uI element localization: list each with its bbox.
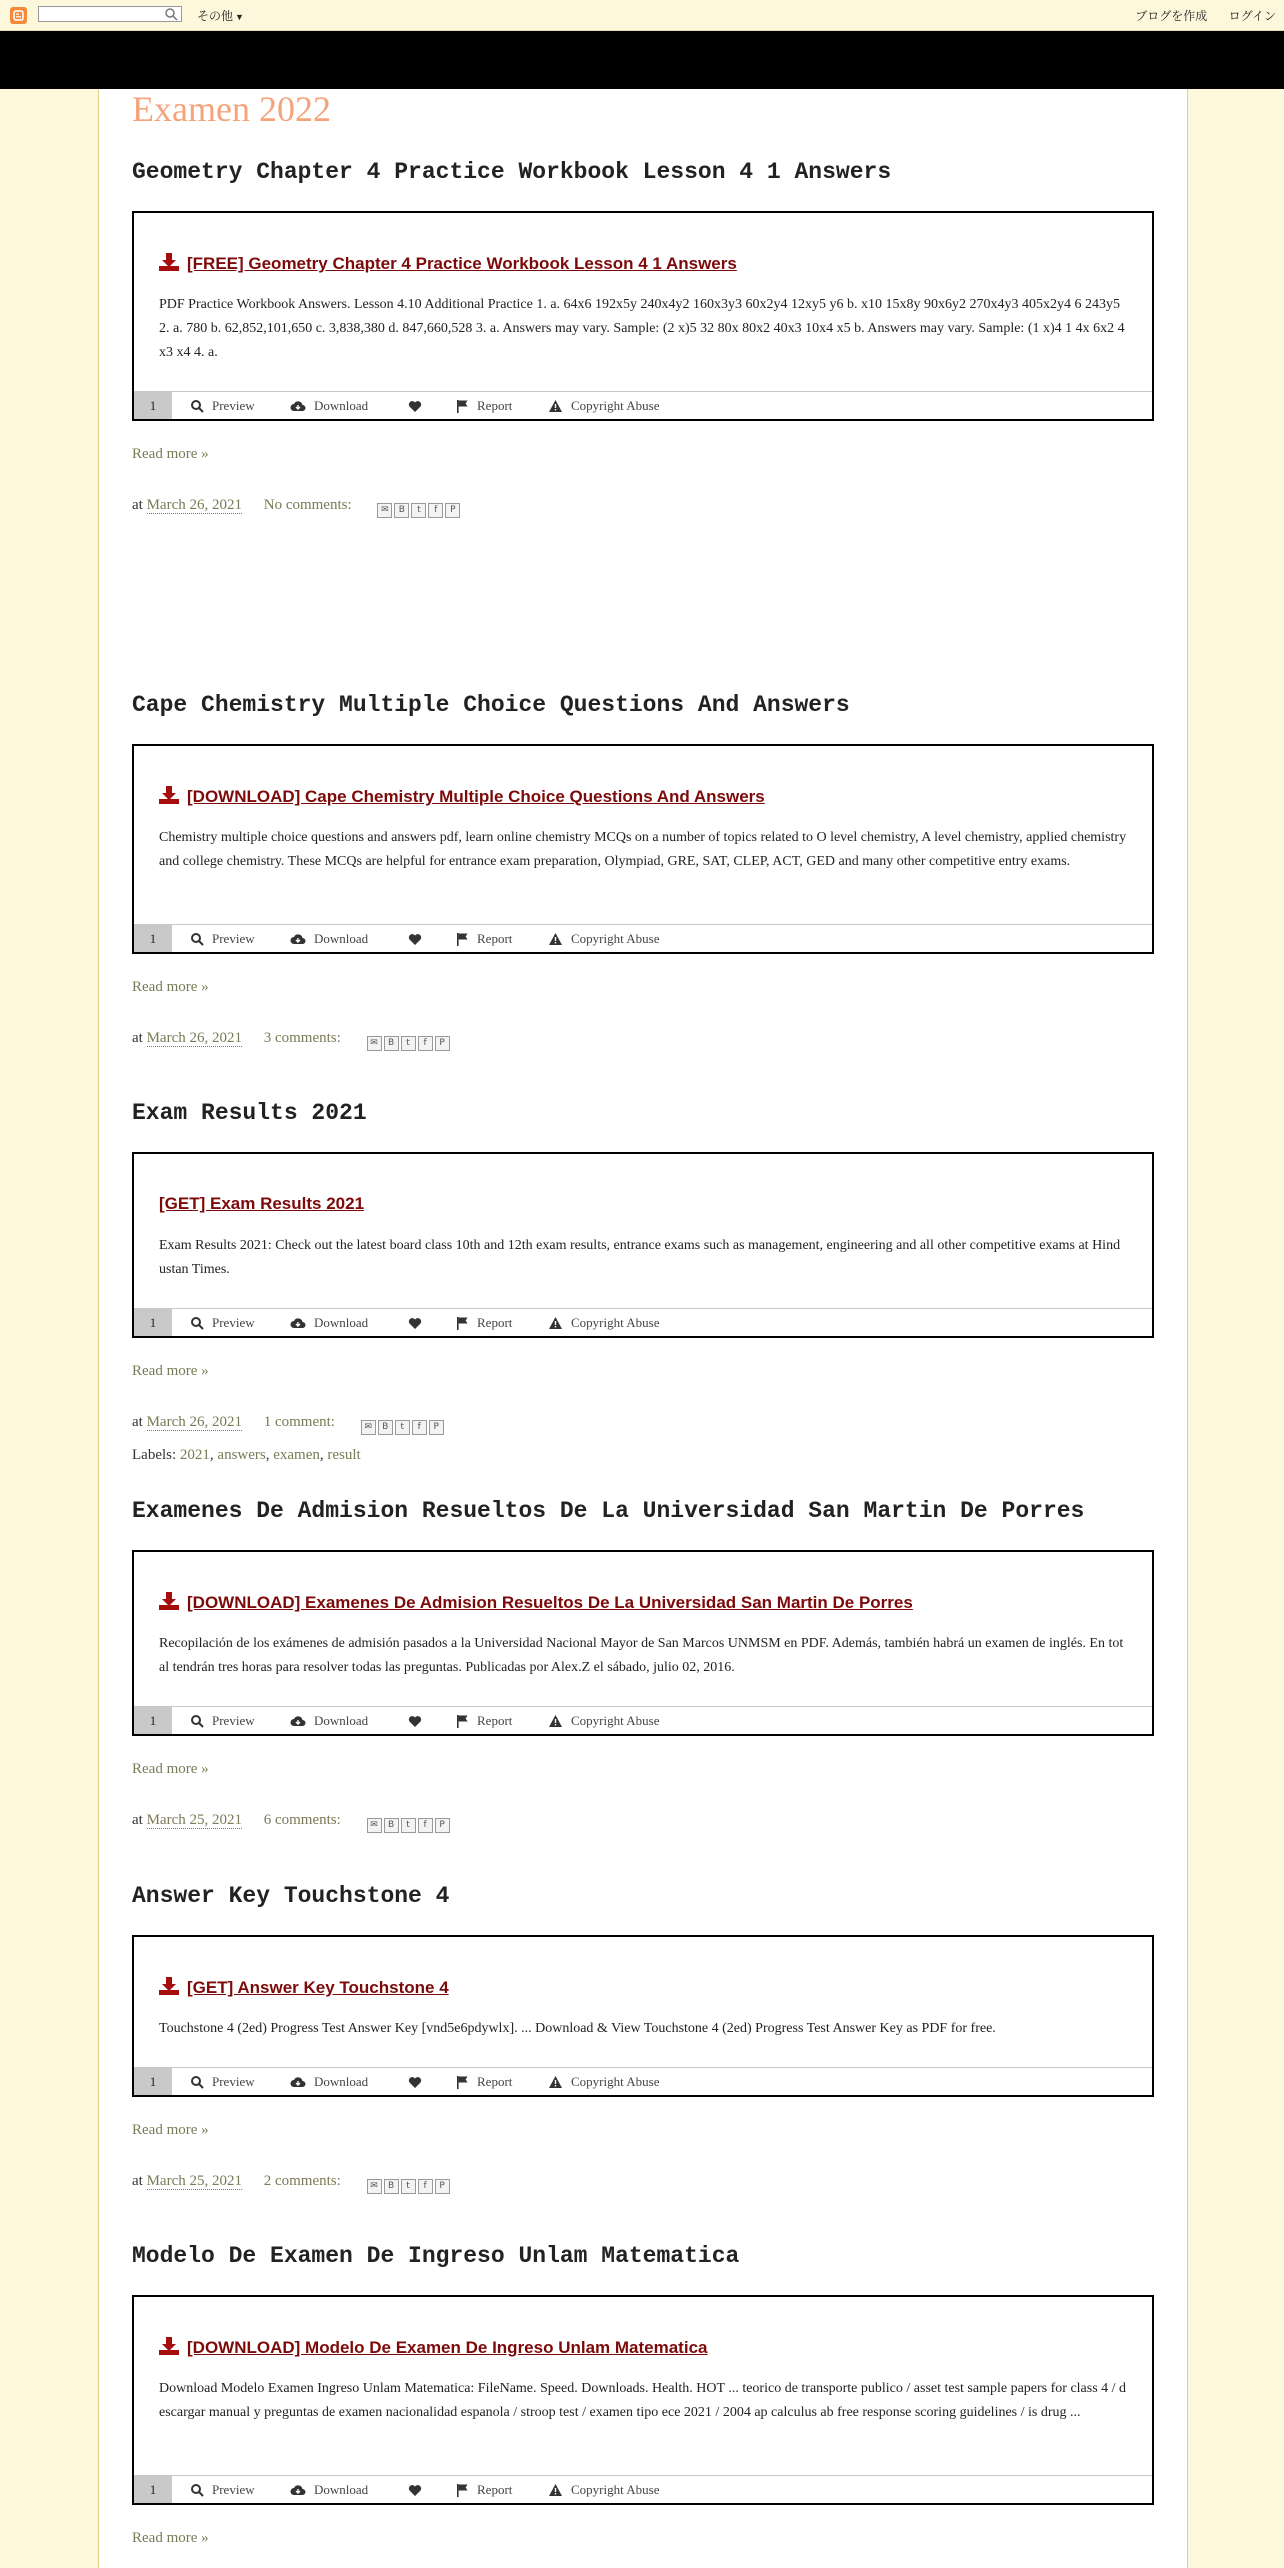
share-buttons (367, 1815, 452, 1833)
download-button[interactable]: Download (290, 925, 368, 952)
copyright-button[interactable]: Copyright Abuse (548, 2068, 659, 2095)
cloud-download-icon (290, 2076, 306, 2089)
report-button[interactable]: Report (456, 925, 512, 952)
read-more-link[interactable]: Read more » (132, 446, 209, 462)
cloud-download-icon (290, 2484, 306, 2497)
card-footer (134, 2067, 1152, 2095)
read-more-link[interactable]: Read more » (132, 1363, 209, 1379)
share-buttons (367, 2176, 452, 2194)
email-icon[interactable]: ✉ (367, 1036, 382, 1051)
download-card (132, 2295, 1154, 2505)
download-button[interactable]: Download (290, 392, 368, 419)
flag-icon (456, 1714, 469, 1728)
download-icon (159, 253, 179, 271)
preview-button[interactable]: Preview (190, 392, 255, 419)
search-icon[interactable] (164, 7, 178, 21)
heart-icon (408, 400, 422, 413)
read-more-link[interactable]: Read more » (132, 2530, 209, 2546)
comments-link[interactable]: 1 comment: (263, 1414, 335, 1430)
warning-icon (548, 2483, 563, 2497)
zoom-icon (190, 1714, 204, 1728)
preview-button[interactable]: Preview (190, 2476, 255, 2503)
heart-icon (408, 1715, 422, 1728)
twitter-icon[interactable]: t (395, 1420, 410, 1435)
post-title[interactable]: Exam Results 2021 (132, 1100, 367, 1126)
share-buttons (377, 500, 462, 518)
post-labels: Labels: 2021, answers, examen, result (132, 1447, 361, 1463)
copyright-button[interactable]: Copyright Abuse (548, 1707, 659, 1734)
like-button[interactable] (408, 392, 430, 419)
preview-button[interactable]: Preview (190, 2068, 255, 2095)
flag-icon (456, 932, 469, 946)
download-link[interactable]: [DOWNLOAD] Examenes De Admision Resueltos De La Universidad San Martin De Porres (159, 1592, 913, 1613)
download-link[interactable]: [DOWNLOAD] Modelo De Examen De Ingreso Unlam Matematica (159, 2337, 707, 2358)
page-number: 1 (134, 2068, 172, 2095)
zoom-icon (190, 2483, 204, 2497)
download-card (132, 744, 1154, 954)
card-description: Download Modelo Examen Ingreso Unlam Matematica: FileName. Speed. Downloads. Health. HOT ... teorico de transporte publico / asset test sample papers for class 4 / descargar manual y preguntas de examen nacionalidad espanola / stroop test / examen tipo ece 2021 / 2004 ap calculus ab free response scoring guidelines / is drug ... (159, 2381, 1127, 2420)
card-description: Touchstone 4 (2ed) Progress Test Answer Key [vnd5e6pdywlx]. ... Download & View Touchstone 4 (2ed) Progress Test Answer Key as PDF for free. (159, 2021, 996, 2036)
flag-icon (456, 2075, 469, 2089)
like-button[interactable] (408, 925, 430, 952)
warning-icon (548, 1714, 563, 1728)
at-label: at (132, 2173, 143, 2189)
post-title[interactable]: Modelo De Examen De Ingreso Unlam Matematica (132, 2243, 740, 2269)
pinterest-icon[interactable]: P (435, 1818, 450, 1833)
email-icon[interactable]: ✉ (367, 1818, 382, 1833)
post-footer (132, 1812, 452, 1833)
twitter-icon[interactable]: t (401, 1036, 416, 1051)
download-card (132, 211, 1154, 421)
like-button[interactable] (408, 1309, 430, 1336)
download-icon (159, 1592, 179, 1610)
download-button[interactable]: Download (290, 1309, 368, 1336)
facebook-icon[interactable]: f (418, 2179, 433, 2194)
more-menu[interactable] (197, 7, 244, 24)
like-button[interactable] (408, 2476, 430, 2503)
heart-icon (408, 1317, 422, 1330)
blogger-logo-icon[interactable] (10, 7, 27, 24)
post-footer (132, 1030, 452, 1051)
download-button[interactable]: Download (290, 1707, 368, 1734)
blogthis-icon[interactable]: B (384, 1818, 399, 1833)
pinterest-icon[interactable]: P (435, 2179, 450, 2194)
zoom-icon (190, 932, 204, 946)
caret-down-icon: ▼ (235, 12, 244, 22)
navbar (0, 0, 1284, 31)
page-number: 1 (134, 1309, 172, 1336)
card-footer (134, 1706, 1152, 1734)
card-description: Chemistry multiple choice questions and answers pdf, learn online chemistry MCQs on a number of topics related to O level chemistry, A level chemistry, applied chemistry and college chemistry. These MCQs are helpful for entrance exam preparation, Olympiad, GRE, SAT, CLEP, ACT, GED and many other competitive entry exams. (159, 830, 1127, 869)
facebook-icon[interactable]: f (412, 1420, 427, 1435)
create-blog-link[interactable]: ブログを作成 (1135, 9, 1208, 23)
warning-icon (548, 932, 563, 946)
zoom-icon (190, 1316, 204, 1330)
like-button[interactable] (408, 1707, 430, 1734)
download-card (132, 1152, 1154, 1338)
blogthis-icon[interactable]: B (384, 2179, 399, 2194)
download-card (132, 1550, 1154, 1736)
label-link[interactable]: answers (217, 1447, 266, 1463)
download-link[interactable]: [GET] Answer Key Touchstone 4 (159, 1977, 449, 1998)
preview-button[interactable]: Preview (190, 925, 255, 952)
more-label: その他 (197, 9, 234, 23)
at-label: at (132, 497, 143, 513)
login-link[interactable]: ログイン (1228, 9, 1276, 23)
blogthis-icon[interactable]: B (394, 503, 409, 518)
report-button[interactable]: Report (456, 2476, 512, 2503)
twitter-icon[interactable]: t (401, 1818, 416, 1833)
report-button[interactable]: Report (456, 392, 512, 419)
search-input[interactable] (38, 6, 182, 22)
copyright-button[interactable]: Copyright Abuse (548, 925, 659, 952)
preview-button[interactable]: Preview (190, 1309, 255, 1336)
post-date-link[interactable]: March 26, 2021 (146, 497, 242, 513)
cloud-download-icon (290, 400, 306, 413)
card-description: PDF Practice Workbook Answers. Lesson 4.10 Additional Practice 1. a. 64x6 192x5y 240x4y2 160x3y3 60x2y4 12xy5 y6 b. x10 15x8y 90x6y2 270x4y3 405x2y4 6 243y5 2. a. 780 b. 62,852,101,650 c. 3,838,380 d. 847,660,528 3. a. Answers may vary. Sample: (2 x)5 32 80x 80x2 40x3 10x4 x5 b. Answers may vary. Sample: (1 x)4 1 4x 6x2 4x3 x4 4. a. (159, 297, 1125, 360)
comments-link[interactable]: 6 comments: (263, 1812, 341, 1828)
report-button[interactable]: Report (456, 1309, 512, 1336)
zoom-icon (190, 2075, 204, 2089)
read-more-link[interactable]: Read more » (132, 979, 209, 995)
comments-link[interactable]: No comments: (263, 497, 352, 513)
pinterest-icon[interactable]: P (445, 503, 460, 518)
preview-button[interactable]: Preview (190, 1707, 255, 1734)
blogthis-icon[interactable]: B (384, 1036, 399, 1051)
card-footer (134, 2475, 1152, 2503)
zoom-icon (190, 399, 204, 413)
cloud-download-icon (290, 1715, 306, 1728)
label-link[interactable]: 2021 (179, 1447, 210, 1463)
warning-icon (548, 399, 563, 413)
comments-link[interactable]: 3 comments: (263, 1030, 341, 1046)
post-title[interactable]: Cape Chemistry Multiple Choice Questions And Answers (132, 692, 850, 718)
facebook-icon[interactable]: f (418, 1818, 433, 1833)
card-footer (134, 924, 1152, 952)
label-link[interactable]: examen (273, 1447, 320, 1463)
header-band (0, 31, 1284, 89)
cloud-download-icon (290, 1317, 306, 1330)
download-icon (159, 786, 179, 804)
heart-icon (408, 2484, 422, 2497)
at-label: at (132, 1812, 143, 1828)
report-button[interactable]: Report (456, 1707, 512, 1734)
blogthis-icon[interactable]: B (378, 1420, 393, 1435)
download-button[interactable]: Download (290, 2476, 368, 2503)
report-button[interactable]: Report (456, 2068, 512, 2095)
page-number: 1 (134, 392, 172, 419)
label-link[interactable]: result (327, 1447, 361, 1463)
warning-icon (548, 1316, 563, 1330)
warning-icon (548, 2075, 563, 2089)
post-date-link[interactable]: March 25, 2021 (146, 2173, 242, 2189)
download-link[interactable]: [FREE] Geometry Chapter 4 Practice Workbook Lesson 4 1 Answers (159, 253, 737, 274)
page-number: 1 (134, 925, 172, 952)
like-button[interactable] (408, 2068, 430, 2095)
card-footer (134, 391, 1152, 419)
post-date-link[interactable]: March 25, 2021 (146, 1812, 242, 1828)
twitter-icon[interactable]: t (411, 503, 426, 518)
date-header: Examen 2022 (132, 89, 331, 129)
post-title[interactable]: Answer Key Touchstone 4 (132, 1883, 450, 1909)
post-footer (132, 1414, 446, 1435)
copyright-button[interactable]: Copyright Abuse (548, 2476, 659, 2503)
email-icon[interactable]: ✉ (361, 1420, 376, 1435)
post-footer (132, 497, 462, 518)
heart-icon (408, 933, 422, 946)
heart-icon (408, 2076, 422, 2089)
flag-icon (456, 399, 469, 413)
post-title[interactable]: Geometry Chapter 4 Practice Workbook Lesson 4 1 Answers (132, 159, 892, 185)
card-description: Recopilación de los exámenes de admisión pasados a la Universidad Nacional Mayor de San Marcos UNMSM en PDF. Además, también habrá un examen de inglés. En total tendrán tres horas para resolver todas las preguntas. Publicadas por Alex.Z el sábado, julio 02, 2016. (159, 1636, 1124, 1675)
read-more-link[interactable]: Read more » (132, 1761, 209, 1777)
post-date-link[interactable]: March 26, 2021 (146, 1030, 242, 1046)
download-link[interactable]: [DOWNLOAD] Cape Chemistry Multiple Choice Questions And Answers (159, 786, 765, 807)
email-icon[interactable]: ✉ (367, 2179, 382, 2194)
share-buttons (361, 1417, 446, 1435)
email-icon[interactable]: ✉ (377, 503, 392, 518)
labels-prefix: Labels: (132, 1447, 177, 1463)
pinterest-icon[interactable]: P (429, 1420, 444, 1435)
comments-link[interactable]: 2 comments: (263, 2173, 341, 2189)
flag-icon (456, 1316, 469, 1330)
page-number: 1 (134, 1707, 172, 1734)
read-more-link[interactable]: Read more » (132, 2122, 209, 2138)
copyright-button[interactable]: Copyright Abuse (548, 392, 659, 419)
pinterest-icon[interactable]: P (435, 1036, 450, 1051)
facebook-icon[interactable]: f (428, 503, 443, 518)
page-number: 1 (134, 2476, 172, 2503)
post-title[interactable]: Examenes De Admision Resueltos De La Universidad San Martin De Porres (132, 1498, 1085, 1524)
card-footer (134, 1308, 1152, 1336)
download-icon (159, 2337, 179, 2355)
copyright-button[interactable]: Copyright Abuse (548, 1309, 659, 1336)
at-label: at (132, 1414, 143, 1430)
share-buttons (367, 1033, 452, 1051)
post-footer (132, 2173, 452, 2194)
twitter-icon[interactable]: t (401, 2179, 416, 2194)
facebook-icon[interactable]: f (418, 1036, 433, 1051)
card-description: Exam Results 2021: Check out the latest board class 10th and 12th exam results, entrance exams such as management, engineering and all other competitive exams at Hindustan Times. (159, 1238, 1121, 1277)
post-date-link[interactable]: March 26, 2021 (146, 1414, 242, 1430)
flag-icon (456, 2483, 469, 2497)
download-card (132, 1935, 1154, 2097)
download-icon (159, 1977, 179, 1995)
download-button[interactable]: Download (290, 2068, 368, 2095)
at-label: at (132, 1030, 143, 1046)
download-link[interactable]: [GET] Exam Results 2021 (159, 1194, 365, 1213)
cloud-download-icon (290, 933, 306, 946)
